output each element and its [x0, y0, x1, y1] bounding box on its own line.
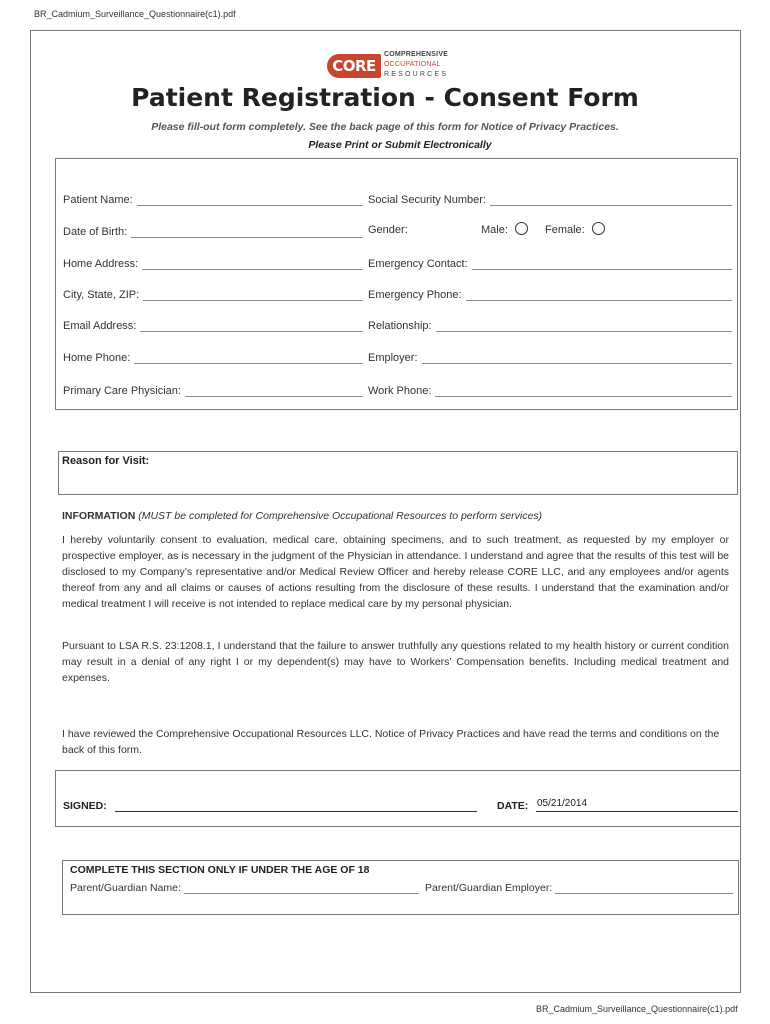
home-address-label: Home Address:: [63, 258, 139, 270]
page-title: Patient Registration - Consent Form: [131, 83, 639, 112]
logo-line-1: COMPREHENSIVE: [384, 51, 449, 58]
privacy-paragraph: I have reviewed the Comprehensive Occupational Resources LLC. Notice of Privacy Practices and have read the terms and conditions on the back of this form.: [62, 728, 720, 756]
ssn-line[interactable]: [490, 198, 732, 206]
page-subtitle: Please fill-out form completely. See the back page of this form for Notice of Privacy Practices.: [151, 121, 619, 133]
female-radio[interactable]: [592, 222, 605, 235]
information-heading: [62, 510, 542, 522]
signed-label: SIGNED:: [63, 800, 107, 812]
core-logo: [327, 50, 452, 80]
dob-field[interactable]: [63, 224, 363, 238]
employer-label: Employer:: [368, 352, 418, 364]
information-title: INFORMATION: [62, 510, 136, 522]
guardian-employer-label: Parent/Guardian Employer:: [425, 882, 553, 894]
city-state-zip-field[interactable]: [63, 287, 363, 301]
ssn-label: Social Security Number:: [368, 194, 486, 206]
signature-line[interactable]: [115, 811, 477, 812]
guardian-name-label: Parent/Guardian Name:: [70, 882, 181, 894]
male-label: Male:: [481, 224, 508, 236]
city-state-zip-line[interactable]: [143, 293, 363, 301]
footer-filename: BR_Cadmium_Surveillance_Questionnaire(c1).pdf: [536, 1004, 738, 1014]
city-state-zip-label: City, State, ZIP:: [63, 289, 140, 301]
ssn-field[interactable]: [368, 192, 732, 206]
date-value[interactable]: 05/21/2014: [537, 798, 588, 809]
workers-comp-paragraph: Pursuant to LSA R.S. 23:1208.1, I understand that the failure to answer truthfully any questions related to my health history or current condition may result in a denial of any right I or my dependent(s) may have to Workers’ Compensation benefits. Including medical treatment and expenses.: [62, 640, 729, 684]
date-line[interactable]: [536, 811, 738, 812]
patient-info-section: [55, 158, 738, 410]
patient-name-label: Patient Name:: [63, 194, 133, 206]
home-phone-label: Home Phone:: [63, 352, 131, 364]
emergency-phone-label: Emergency Phone:: [368, 289, 462, 301]
patient-name-line[interactable]: [137, 198, 363, 206]
emergency-contact-field[interactable]: [368, 256, 732, 270]
logo-line-3: RESOURCES: [384, 71, 449, 78]
logo-line-2: OCCUPATIONAL: [384, 61, 441, 68]
guardian-section: [62, 860, 739, 915]
guardian-name-field[interactable]: [70, 880, 419, 894]
emergency-phone-line[interactable]: [466, 293, 732, 301]
information-note: (MUST be completed for Comprehensive Occupational Resources to perform services): [138, 510, 543, 522]
logo-core-mark: CORE: [327, 54, 381, 78]
female-label: Female:: [545, 224, 585, 236]
home-phone-field[interactable]: [63, 350, 363, 364]
date-label: DATE:: [497, 800, 529, 812]
signature-section: [55, 770, 741, 827]
emergency-contact-label: Emergency Contact:: [368, 258, 468, 270]
dob-label: Date of Birth:: [63, 226, 128, 238]
home-phone-line[interactable]: [134, 356, 363, 364]
logo-wordmark: [384, 50, 448, 80]
male-radio[interactable]: [515, 222, 528, 235]
dob-line[interactable]: [131, 230, 363, 238]
pcp-line[interactable]: [185, 389, 363, 397]
emergency-contact-line[interactable]: [472, 262, 732, 270]
home-address-line[interactable]: [142, 262, 363, 270]
gender-label: Gender:: [368, 224, 408, 236]
guardian-employer-line[interactable]: [555, 886, 733, 894]
work-phone-field[interactable]: [368, 383, 732, 397]
relationship-field[interactable]: [368, 318, 732, 332]
header-filename: BR_Cadmium_Surveillance_Questionnaire(c1).pdf: [34, 9, 236, 19]
relationship-label: Relationship:: [368, 320, 432, 332]
employer-field[interactable]: [368, 350, 732, 364]
reason-for-visit-label: Reason for Visit:: [62, 455, 150, 467]
patient-name-field[interactable]: [63, 192, 363, 206]
pcp-field[interactable]: [63, 383, 363, 397]
guardian-name-line[interactable]: [184, 886, 419, 894]
reason-for-visit-box[interactable]: [58, 451, 738, 495]
email-line[interactable]: [140, 324, 363, 332]
home-address-field[interactable]: [63, 256, 363, 270]
emergency-phone-field[interactable]: [368, 287, 732, 301]
work-phone-line[interactable]: [435, 389, 732, 397]
guardian-employer-field[interactable]: [425, 880, 733, 894]
employer-line[interactable]: [422, 356, 732, 364]
relationship-line[interactable]: [436, 324, 732, 332]
consent-paragraph: I hereby voluntarily consent to evaluation, medical care, obtaining specimens, and to such treatment, as requested by my employer or prospective employer, as is necessary in the judgment of the Physician in attendance. I understand and agree that the results of this test will be disclosed to my Company’s representative and/or Medical Review Officer and hereby release CORE LLC, and any employees and/or agents thereof from any and all claims or causes of actions resulting from the disclosure of these results. I understand that the examination and/or medical treatment I will receive is not intended to replace medical care by my personal physician.: [62, 534, 729, 610]
pcp-label: Primary Care Physician:: [63, 385, 181, 397]
print-instruction: Please Print or Submit Electronically: [308, 139, 492, 151]
email-field[interactable]: [63, 318, 363, 332]
guardian-heading: COMPLETE THIS SECTION ONLY IF UNDER THE AGE OF 18: [70, 864, 370, 876]
work-phone-label: Work Phone:: [368, 385, 432, 397]
email-label: Email Address:: [63, 320, 137, 332]
